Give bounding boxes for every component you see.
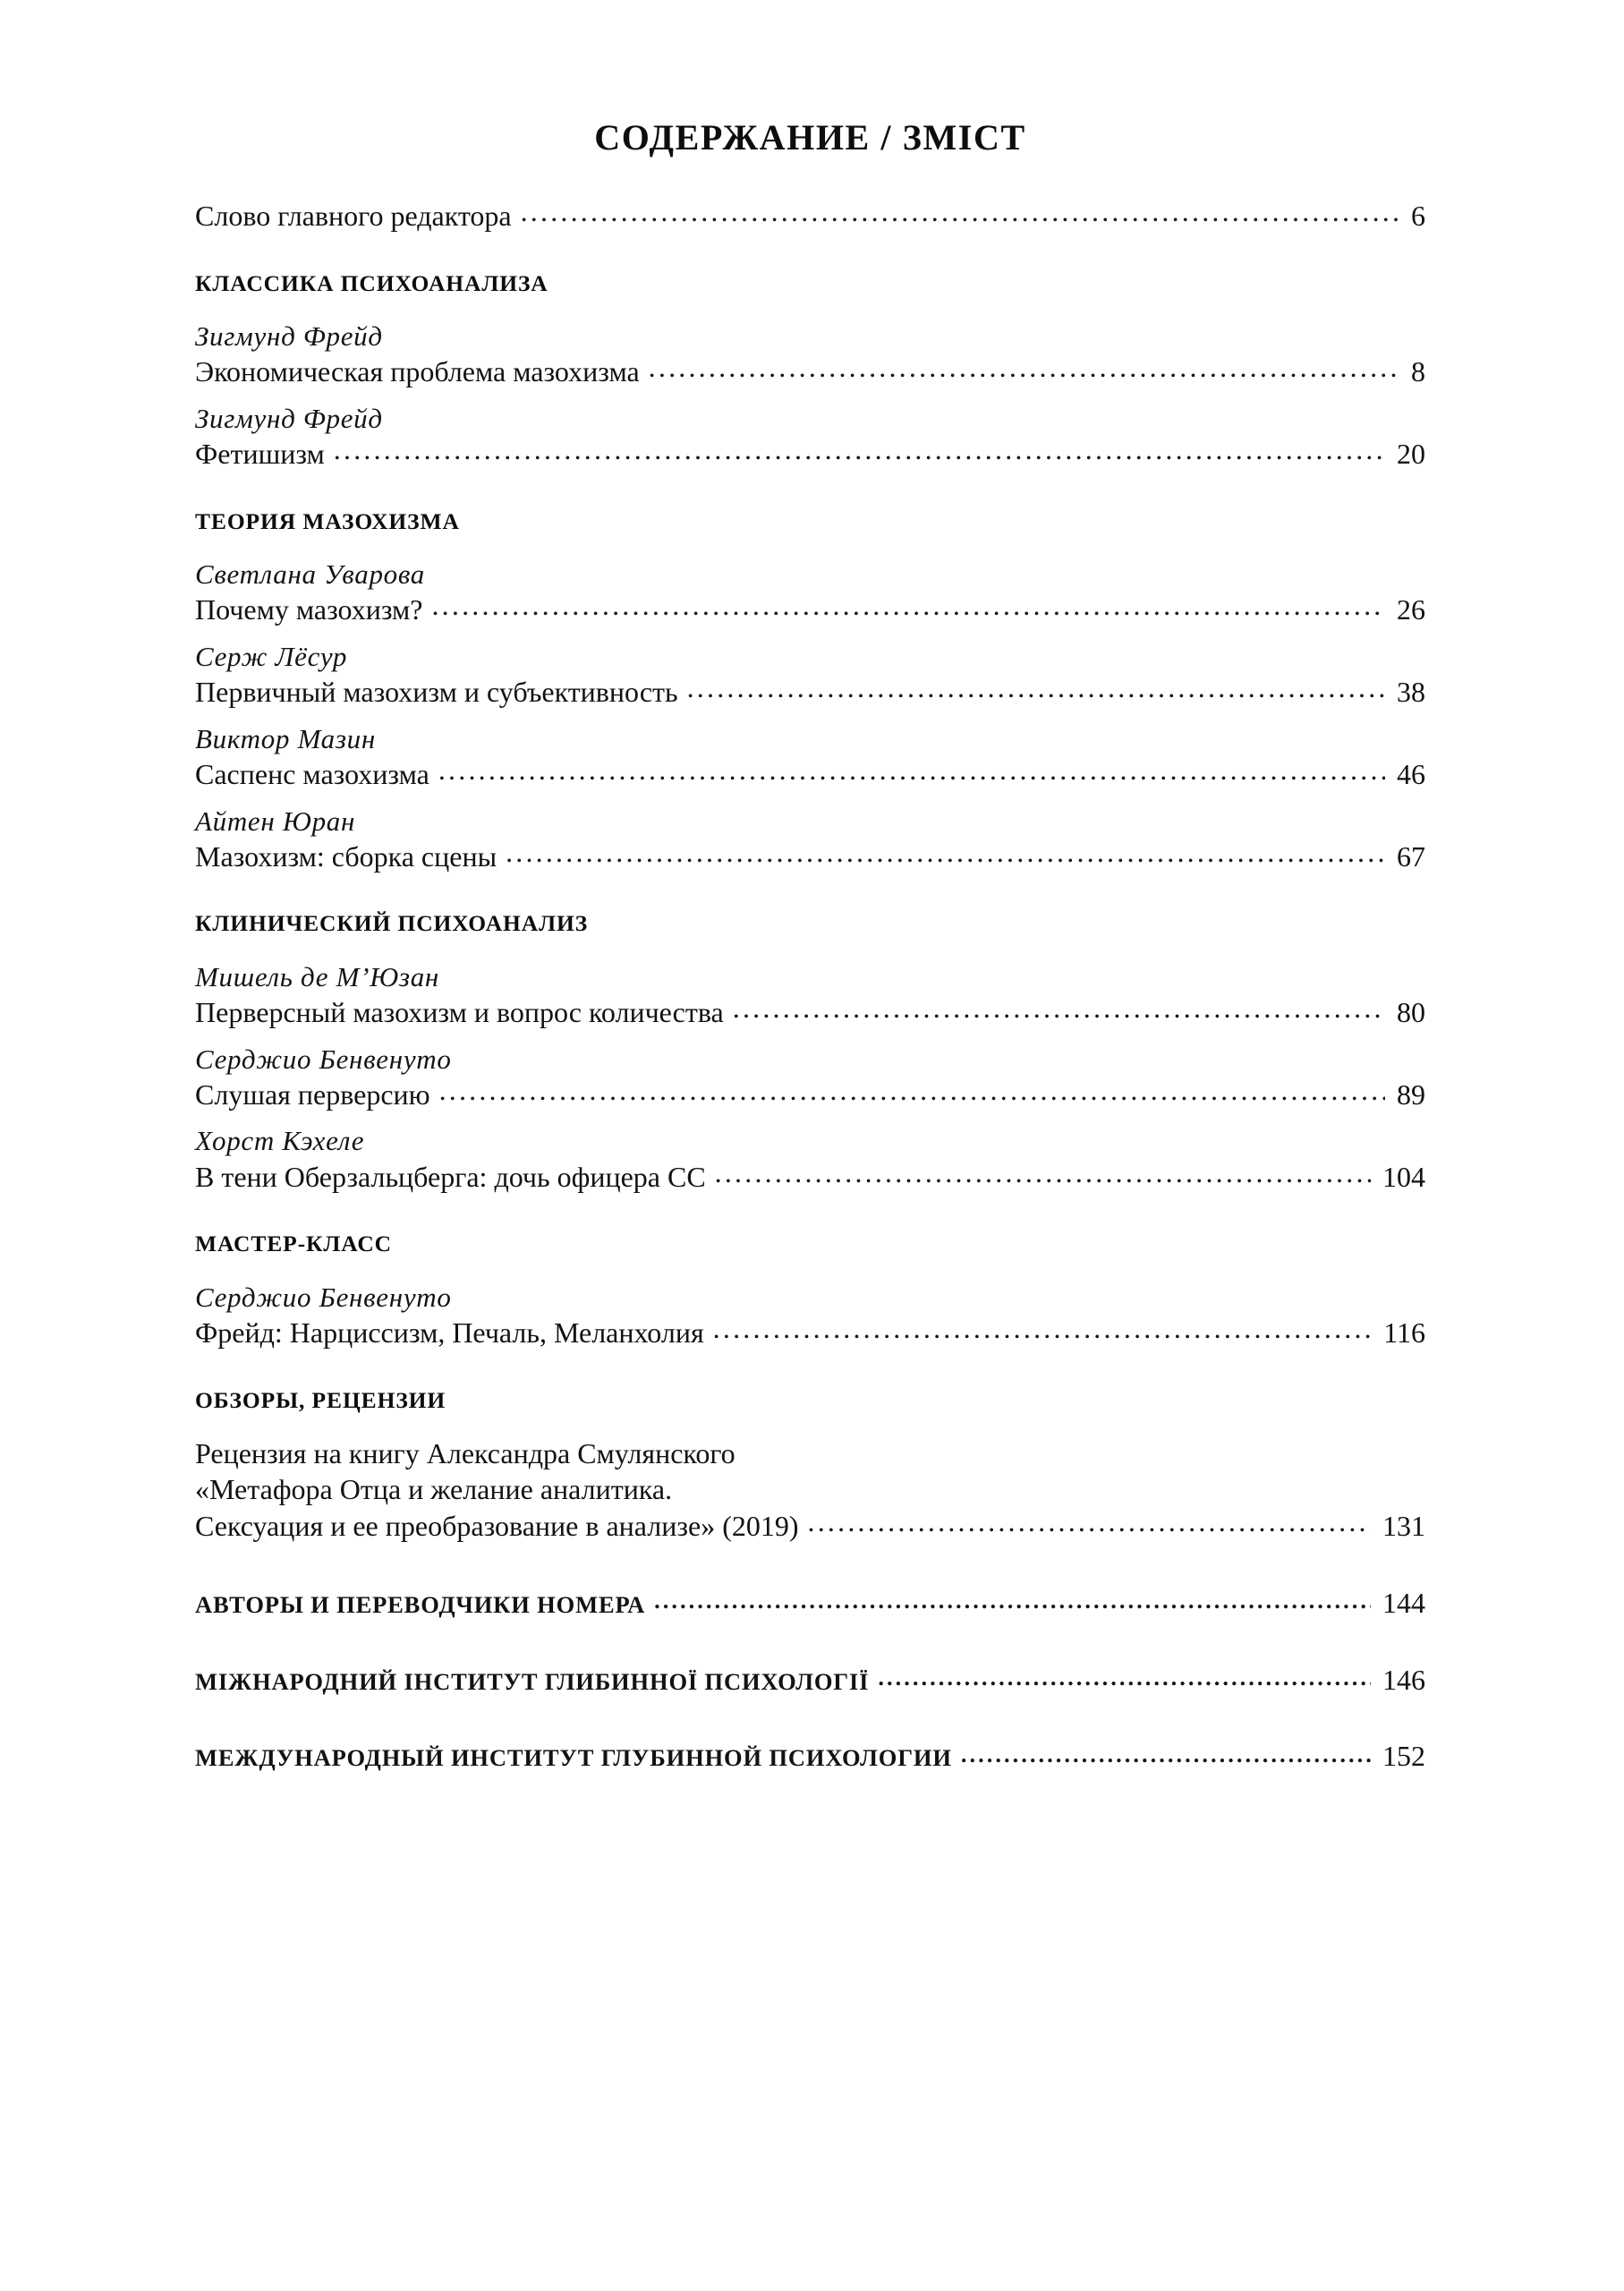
toc-entry[interactable] bbox=[195, 1314, 1425, 1351]
entry-label: АВТОРЫ И ПЕРЕВОДЧИКИ НОМЕРА bbox=[195, 1590, 646, 1618]
entry-page-number: 152 bbox=[1382, 1740, 1425, 1773]
dot-leader bbox=[654, 1588, 1371, 1613]
dot-leader bbox=[431, 591, 1385, 619]
toc-content bbox=[195, 118, 1425, 1775]
toc-entry[interactable] bbox=[195, 673, 1425, 711]
entry-author: Зигмунд Фрейд bbox=[195, 402, 383, 434]
dot-leader bbox=[649, 353, 1399, 381]
toc-group bbox=[195, 1043, 1425, 1113]
entry-label: В тени Оберзальцберга: дочь офицера СС bbox=[195, 1160, 706, 1193]
dot-leader bbox=[506, 838, 1385, 866]
entry-page-number: 89 bbox=[1397, 1077, 1425, 1111]
entry-author: Хорст Кэхеле bbox=[195, 1125, 365, 1157]
spacer bbox=[195, 1698, 1425, 1739]
toc-entry[interactable] bbox=[195, 435, 1425, 473]
entry-author: Мишель де М’Юзан bbox=[195, 960, 439, 992]
review-line-1: Рецензия на книгу Александра Смулянского bbox=[195, 1436, 735, 1469]
toc-group bbox=[195, 402, 1425, 473]
toc-group bbox=[195, 558, 1425, 628]
toc-entry-authors-translators[interactable] bbox=[195, 1586, 1425, 1622]
toc-entry-institute-ru[interactable] bbox=[195, 1739, 1425, 1775]
toc-entry[interactable] bbox=[195, 591, 1425, 628]
dot-leader bbox=[334, 435, 1385, 464]
entry-page-number: 38 bbox=[1397, 676, 1425, 709]
page-title: СОДЕРЖАНИЕ / ЗМІСТ bbox=[594, 117, 1026, 158]
toc-entry[interactable] bbox=[195, 755, 1425, 793]
entry-label: Слово главного редактора bbox=[195, 200, 512, 232]
entry-label: Слушая перверсию bbox=[195, 1077, 430, 1111]
entry-label: МІЖНАРОДНИЙ ІНСТИТУТ ГЛИБИННОЇ ПСИХОЛОГІЇ bbox=[195, 1667, 870, 1695]
dot-leader bbox=[878, 1665, 1371, 1690]
entry-author: Зигмунд Фрейд bbox=[195, 319, 383, 352]
entry-page-number: 144 bbox=[1382, 1586, 1425, 1619]
spacer bbox=[195, 1031, 1425, 1043]
entry-page-number: 6 bbox=[1411, 200, 1425, 232]
dot-leader bbox=[808, 1507, 1371, 1536]
toc-group bbox=[195, 1281, 1425, 1351]
spacer bbox=[195, 1195, 1425, 1231]
entry-page-number: 116 bbox=[1383, 1316, 1425, 1349]
entry-label: Фрейд: Нарциссизм, Печаль, Меланхолия bbox=[195, 1316, 704, 1349]
spacer bbox=[195, 234, 1425, 270]
entry-author: Серджио Бенвенуто bbox=[195, 1281, 452, 1313]
entry-page-number: 104 bbox=[1382, 1160, 1425, 1193]
toc-entry[interactable] bbox=[195, 1076, 1425, 1113]
dot-leader bbox=[438, 755, 1385, 784]
spacer bbox=[195, 1413, 1425, 1436]
dot-leader bbox=[961, 1742, 1371, 1767]
toc-entry-institute-ua[interactable] bbox=[195, 1663, 1425, 1699]
entry-author: Серж Лёсур bbox=[195, 640, 348, 672]
section-heading-classics: КЛАССИКА ПСИХОАНАЛИЗА bbox=[195, 269, 548, 296]
section-heading-reviews: ОБЗОРЫ, РЕЦЕНЗИИ bbox=[195, 1386, 446, 1413]
dot-leader bbox=[713, 1314, 1373, 1342]
spacer bbox=[195, 937, 1425, 960]
dot-leader bbox=[439, 1076, 1385, 1104]
spacer bbox=[195, 1257, 1425, 1281]
spacer bbox=[195, 711, 1425, 722]
spacer bbox=[195, 793, 1425, 805]
entry-page-number: 26 bbox=[1397, 593, 1425, 626]
entry-label: Перверсный мазохизм и вопрос количества bbox=[195, 995, 724, 1028]
entry-page-number: 80 bbox=[1397, 995, 1425, 1028]
toc-group bbox=[195, 805, 1425, 875]
entry-label: Фетишизм bbox=[195, 438, 325, 471]
toc-group bbox=[195, 319, 1425, 390]
entry-page-number: 20 bbox=[1397, 438, 1425, 471]
entry-author: Айтен Юран bbox=[195, 805, 356, 837]
entry-label: Саспенс мазохизма bbox=[195, 757, 429, 790]
entry-page-number: 146 bbox=[1382, 1663, 1425, 1696]
toc-entry[interactable] bbox=[195, 993, 1425, 1031]
entry-label: МЕЖДУНАРОДНЫЙ ИНСТИТУТ ГЛУБИННОЙ ПСИХОЛОГИИ bbox=[195, 1744, 952, 1772]
spacer bbox=[195, 534, 1425, 558]
toc-group bbox=[195, 1124, 1425, 1195]
entry-label: Первичный мазохизм и субъективность bbox=[195, 676, 678, 709]
toc-entry-editorial[interactable] bbox=[195, 197, 1425, 234]
entry-page-number: 67 bbox=[1397, 839, 1425, 873]
dot-leader bbox=[715, 1158, 1371, 1187]
dot-leader bbox=[733, 993, 1385, 1022]
entry-author: Виктор Мазин bbox=[195, 722, 376, 754]
entry-page-number: 8 bbox=[1411, 355, 1425, 388]
toc-entry[interactable] bbox=[195, 1158, 1425, 1196]
spacer bbox=[195, 1622, 1425, 1663]
entry-author: Серджио Бенвенуто bbox=[195, 1043, 452, 1075]
spacer bbox=[195, 473, 1425, 508]
spacer bbox=[195, 390, 1425, 402]
section-heading-clinical: КЛИНИЧЕСКИЙ ПСИХОАНАЛИЗ bbox=[195, 910, 589, 937]
entry-label: Почему мазохизм? bbox=[195, 593, 423, 626]
toc-group bbox=[195, 960, 1425, 1031]
spacer bbox=[195, 1545, 1425, 1586]
entry-author: Светлана Уварова bbox=[195, 558, 425, 591]
dot-leader bbox=[521, 197, 1399, 226]
spacer bbox=[195, 296, 1425, 319]
spacer bbox=[195, 1351, 1425, 1387]
spacer bbox=[195, 1112, 1425, 1124]
entry-label: Мазохизм: сборка сцены bbox=[195, 839, 497, 873]
spacer bbox=[195, 628, 1425, 640]
toc-entry[interactable] bbox=[195, 838, 1425, 875]
entry-label: Экономическая проблема мазохизма bbox=[195, 355, 640, 388]
review-line-2: «Метафора Отца и желание аналитика. bbox=[195, 1472, 673, 1505]
section-heading-theory: ТЕОРИЯ МАЗОХИЗМА bbox=[195, 507, 460, 534]
entry-page-number: 46 bbox=[1397, 757, 1425, 790]
entry-label: Сексуация и ее преобразование в анализе» (2019) bbox=[195, 1510, 799, 1543]
toc-group bbox=[195, 640, 1425, 711]
toc-entry-review[interactable] bbox=[195, 1436, 1425, 1545]
entry-page-number: 131 bbox=[1382, 1510, 1425, 1543]
toc-group bbox=[195, 722, 1425, 793]
dot-leader bbox=[687, 673, 1385, 702]
review-line-3-row bbox=[195, 1507, 1425, 1545]
section-heading-masterclass: МАСТЕР-КЛАСС bbox=[195, 1231, 392, 1257]
toc-entry[interactable] bbox=[195, 353, 1425, 390]
spacer bbox=[195, 874, 1425, 910]
